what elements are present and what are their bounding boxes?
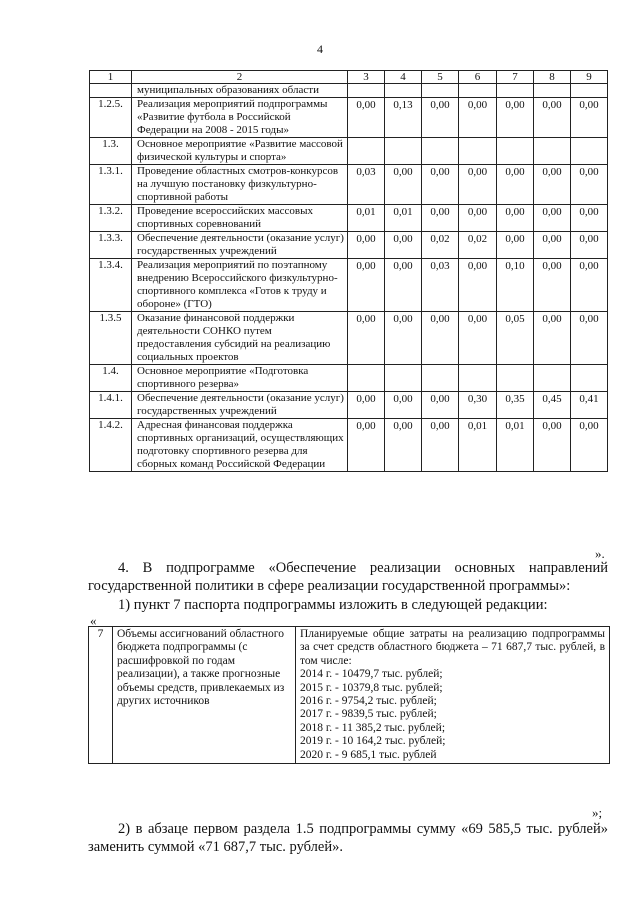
table-row bbox=[90, 165, 608, 205]
row-value: 0,00 bbox=[534, 419, 571, 472]
column-header: 8 bbox=[534, 71, 571, 84]
table-row bbox=[90, 259, 608, 312]
row-value: 0,00 bbox=[385, 259, 422, 312]
row-value: 0,01 bbox=[385, 205, 422, 232]
closing-quote: ». bbox=[595, 546, 605, 561]
row-name: Обеспечение деятельности (оказание услуг) государственных учреждений bbox=[132, 232, 348, 259]
row-value: 0,00 bbox=[534, 98, 571, 138]
table-row bbox=[90, 419, 608, 472]
row-name: Реализация мероприятий по поэтапному внедрению Всероссийского физкультурно-спортивного комплекса «Готов к труду и обороне» (ГТО) bbox=[132, 259, 348, 312]
paragraph-2: 2) в абзаце первом раздела 1.5 подпрограммы сумму «69 585,5 тыс. рублей» заменить суммой «71 687,7 тыс. рублей». bbox=[88, 821, 608, 855]
row-value: 0,01 bbox=[459, 419, 497, 472]
row-value bbox=[459, 84, 497, 98]
passport-intro: Планируемые общие затраты на реализацию подпрограммы за счет средств областного бюджета – 71 687,7 тыс. рублей, в том числе: bbox=[300, 628, 605, 667]
passport-year-line: 2014 г. - 10479,7 тыс. рублей; bbox=[300, 668, 443, 681]
row-value: 0,41 bbox=[571, 392, 608, 419]
row-value bbox=[459, 365, 497, 392]
row-value bbox=[422, 365, 459, 392]
row-value: 0,00 bbox=[571, 232, 608, 259]
row-value: 0,00 bbox=[422, 205, 459, 232]
row-value bbox=[348, 138, 385, 165]
passport-years-list bbox=[300, 668, 605, 762]
row-value: 0,35 bbox=[497, 392, 534, 419]
passport-row bbox=[89, 627, 610, 764]
row-value bbox=[459, 138, 497, 165]
row-name: Основное мероприятие «Развитие массовой физической культуры и спорта» bbox=[132, 138, 348, 165]
passport-year-line: 2015 г. - 10379,8 тыс. рублей; bbox=[300, 681, 443, 694]
row-value: 0,00 bbox=[385, 165, 422, 205]
row-value: 0,00 bbox=[534, 232, 571, 259]
row-value: 0,00 bbox=[348, 98, 385, 138]
row-value: 0,05 bbox=[497, 312, 534, 365]
row-value: 0,00 bbox=[571, 312, 608, 365]
row-value bbox=[385, 84, 422, 98]
row-value bbox=[497, 138, 534, 165]
column-header: 7 bbox=[497, 71, 534, 84]
row-code: 1.3.5 bbox=[90, 312, 132, 365]
passport-item-number: 7 bbox=[89, 627, 113, 764]
row-value: 0,00 bbox=[459, 165, 497, 205]
passport-year-line: 2017 г. - 9839,5 тыс. рублей; bbox=[300, 708, 437, 721]
row-code: 1.4.1. bbox=[90, 392, 132, 419]
row-name: Основное мероприятие «Подготовка спортивного резерва» bbox=[132, 365, 348, 392]
row-value: 0,00 bbox=[571, 419, 608, 472]
table-row bbox=[90, 138, 608, 165]
row-value: 0,00 bbox=[422, 312, 459, 365]
passport-year-line: 2018 г. - 11 385,2 тыс. рублей; bbox=[300, 721, 446, 734]
row-value: 0,00 bbox=[348, 232, 385, 259]
row-name: Проведение всероссийских массовых спортивных соревнований bbox=[132, 205, 348, 232]
row-value: 0,00 bbox=[497, 205, 534, 232]
row-value: 0,00 bbox=[497, 232, 534, 259]
passport-item-value bbox=[296, 627, 610, 764]
table-row bbox=[90, 84, 608, 98]
row-value: 0,00 bbox=[348, 259, 385, 312]
row-name: Реализация мероприятий подпрограммы «Развитие футбола в Российской Федерации на 2008 - 2015 годы» bbox=[132, 98, 348, 138]
row-code: 1.4.2. bbox=[90, 419, 132, 472]
row-value: 0,00 bbox=[571, 98, 608, 138]
closing-quote-2: »; bbox=[592, 805, 603, 820]
row-value: 0,00 bbox=[459, 205, 497, 232]
row-value: 0,00 bbox=[571, 205, 608, 232]
paragraph-4-item-1: 1) пункт 7 паспорта подпрограммы изложить в следующей редакции: bbox=[118, 597, 548, 613]
row-code: 1.3.2. bbox=[90, 205, 132, 232]
row-value bbox=[497, 365, 534, 392]
column-header: 9 bbox=[571, 71, 608, 84]
row-name: Обеспечение деятельности (оказание услуг) государственных учреждений bbox=[132, 392, 348, 419]
row-value: 0,00 bbox=[385, 419, 422, 472]
row-value: 0,00 bbox=[459, 259, 497, 312]
row-value: 0,00 bbox=[422, 419, 459, 472]
passport-year-line: 2016 г. - 9754,2 тыс. рублей; bbox=[300, 695, 437, 708]
row-value: 0,03 bbox=[348, 165, 385, 205]
row-value: 0,00 bbox=[497, 165, 534, 205]
row-value: 0,00 bbox=[497, 98, 534, 138]
row-value: 0,10 bbox=[497, 259, 534, 312]
passport-item-label: Объемы ассигнований областного бюджета подпрограммы (с расшифровкой по годам реализации), а также прогнозные объемы средств, привлекаемых из других источников bbox=[113, 627, 296, 764]
row-code: 1.3. bbox=[90, 138, 132, 165]
row-value: 0,00 bbox=[348, 392, 385, 419]
row-value bbox=[571, 365, 608, 392]
column-header: 3 bbox=[348, 71, 385, 84]
table-row bbox=[90, 365, 608, 392]
row-value: 0,00 bbox=[385, 392, 422, 419]
passport-year-line: 2020 г. - 9 685,1 тыс. рублей bbox=[300, 748, 437, 761]
row-name: Адресная финансовая поддержка спортивных организаций, осуществляющих подготовку спортивного резерва для сборных команд Российской Федерации bbox=[132, 419, 348, 472]
table-header-row bbox=[90, 71, 608, 84]
row-value bbox=[348, 365, 385, 392]
row-value: 0,00 bbox=[571, 165, 608, 205]
row-value: 0,00 bbox=[422, 165, 459, 205]
paragraph-4: 4. В подпрограмме «Обеспечение реализации основных направлений государственной политики в сфере реализации государственной программы»: bbox=[88, 560, 608, 594]
row-value: 0,02 bbox=[422, 232, 459, 259]
row-code: 1.3.4. bbox=[90, 259, 132, 312]
row-value bbox=[571, 84, 608, 98]
row-code: 1.3.3. bbox=[90, 232, 132, 259]
row-value: 0,00 bbox=[459, 312, 497, 365]
page-number: 4 bbox=[317, 42, 323, 56]
row-name: Проведение областных смотров-конкурсов на лучшую постановку физкультурно-спортивной работы bbox=[132, 165, 348, 205]
row-value bbox=[571, 138, 608, 165]
row-value bbox=[422, 84, 459, 98]
row-code: 1.4. bbox=[90, 365, 132, 392]
column-header: 5 bbox=[422, 71, 459, 84]
row-value bbox=[385, 138, 422, 165]
table-row bbox=[90, 392, 608, 419]
column-header: 2 bbox=[132, 71, 348, 84]
column-header: 1 bbox=[90, 71, 132, 84]
table-row bbox=[90, 98, 608, 138]
row-value: 0,00 bbox=[571, 259, 608, 312]
row-value: 0,00 bbox=[385, 312, 422, 365]
row-value: 0,00 bbox=[459, 98, 497, 138]
row-code: 1.2.5. bbox=[90, 98, 132, 138]
row-value: 0,13 bbox=[385, 98, 422, 138]
row-value bbox=[385, 365, 422, 392]
row-value: 0,00 bbox=[422, 98, 459, 138]
row-value: 0,30 bbox=[459, 392, 497, 419]
row-value: 0,00 bbox=[348, 419, 385, 472]
row-value bbox=[534, 138, 571, 165]
passport-table bbox=[88, 626, 610, 764]
column-header: 4 bbox=[385, 71, 422, 84]
opening-quote: « bbox=[90, 613, 97, 628]
column-header: 6 bbox=[459, 71, 497, 84]
row-value bbox=[422, 138, 459, 165]
row-value: 0,00 bbox=[534, 205, 571, 232]
row-value: 0,00 bbox=[534, 312, 571, 365]
row-code bbox=[90, 84, 132, 98]
row-value: 0,00 bbox=[348, 312, 385, 365]
row-value bbox=[348, 84, 385, 98]
passport-year-line: 2019 г. - 10 164,2 тыс. рублей; bbox=[300, 735, 446, 748]
table-row bbox=[90, 205, 608, 232]
table-body bbox=[90, 84, 608, 472]
row-name: Оказание финансовой поддержки деятельности СОНКО путем предоставления субсидий на реализацию социальных проектов bbox=[132, 312, 348, 365]
row-value: 0,00 bbox=[534, 259, 571, 312]
table-row bbox=[90, 232, 608, 259]
table-row bbox=[90, 312, 608, 365]
row-value: 0,00 bbox=[385, 232, 422, 259]
budget-table bbox=[89, 70, 608, 472]
row-code: 1.3.1. bbox=[90, 165, 132, 205]
row-value: 0,03 bbox=[422, 259, 459, 312]
row-value bbox=[534, 84, 571, 98]
row-value: 0,45 bbox=[534, 392, 571, 419]
row-value: 0,00 bbox=[534, 165, 571, 205]
row-value: 0,02 bbox=[459, 232, 497, 259]
row-value: 0,01 bbox=[348, 205, 385, 232]
row-value bbox=[497, 84, 534, 98]
row-value: 0,00 bbox=[422, 392, 459, 419]
row-value: 0,01 bbox=[497, 419, 534, 472]
row-value bbox=[534, 365, 571, 392]
row-name: муниципальных образованиях области bbox=[132, 84, 348, 98]
